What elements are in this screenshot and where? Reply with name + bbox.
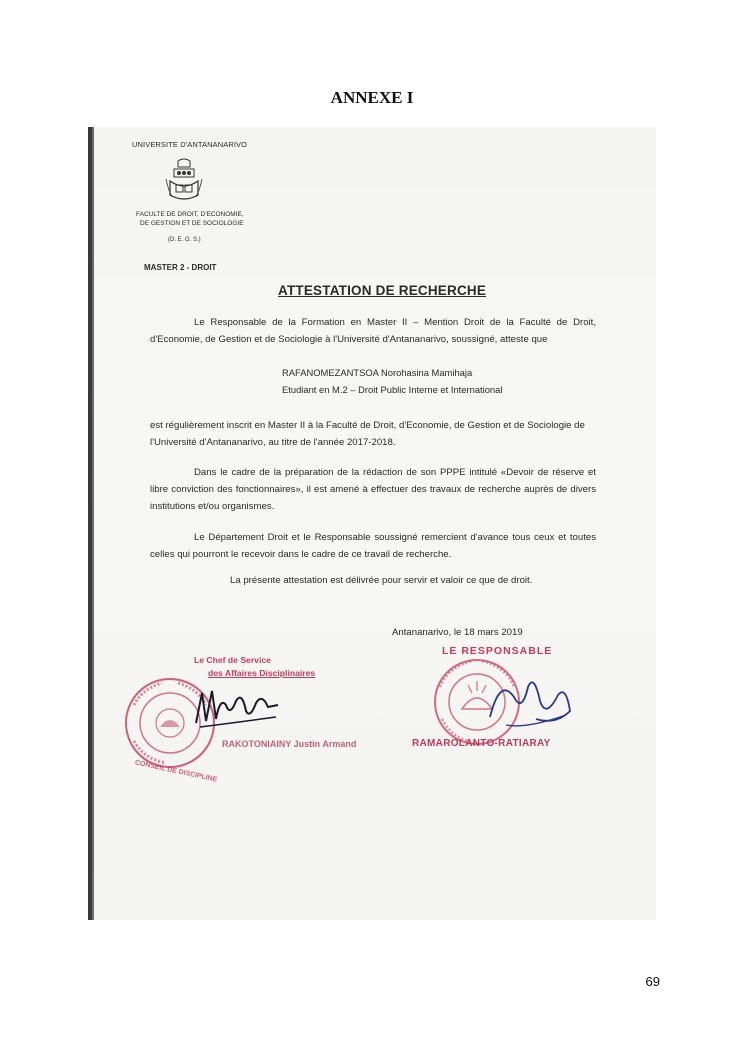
paragraph-thanks-text: Le Département Droit et le Responsable soussigné remercient d'avance tous ceux et toutes celles qui pourront le recevoir dans le cadre de ce travail de recherche. xyxy=(150,532,596,560)
faculty-line-2: DE GESTION ET DE SOCIOLOGIE xyxy=(140,220,244,227)
left-signatory-title-1: Le Chef de Service xyxy=(194,655,271,665)
program-label: MASTER 2 - DROIT xyxy=(144,263,217,272)
paragraph-intro-text: Le Responsable de la Formation en Master II – Mention Droit de la Faculté de Droit, d'Economie, de Gestion et de Sociologie à l'Université d'Antananarivo, soussigné, atteste que xyxy=(150,317,596,345)
page-number: 69 xyxy=(645,974,660,989)
faculty-acronym: (D. E. G. S.) xyxy=(168,237,201,243)
right-signature xyxy=(476,667,576,737)
paragraph-intro xyxy=(150,314,596,348)
right-signatory-title: LE RESPONSABLE xyxy=(442,645,553,657)
student-status: Etudiant en M.2 – Droit Public Interne et International xyxy=(282,384,503,395)
place-date: Antananarivo, le 18 mars 2019 xyxy=(392,627,523,638)
left-stamp-text: CONSEIL DE DISCIPLINE xyxy=(134,759,218,784)
attestation-title: ATTESTATION DE RECHERCHE xyxy=(278,283,487,298)
paragraph-research-text: Dans le cadre de la préparation de la rédaction de son PPPE intitulé «Devoir de réserve et libre conviction des fonctionnaires», il est amené à effectuer des travaux de recherche auprès de divers institutions et/ou organismes. xyxy=(150,467,596,512)
left-signature xyxy=(192,683,282,733)
university-crest-icon xyxy=(164,157,204,205)
student-name: RAFANOMEZANTSOA Norohasina Mamihaja xyxy=(282,367,473,378)
scanned-attestation xyxy=(88,127,656,920)
university-name: UNIVERSITE D'ANTANANARIVO xyxy=(132,140,248,149)
faculty-line-1: FACULTE DE DROIT, D'ECONOMIE, xyxy=(136,211,244,218)
paragraph-closing: La présente attestation est délivrée pour servir et valoir ce que de droit. xyxy=(230,575,533,586)
paragraph-thanks xyxy=(150,529,596,563)
right-signatory-name: RAMAROLANTO-RATIARAY xyxy=(412,738,551,749)
page-heading: ANNEXE I xyxy=(330,88,414,107)
paragraph-enrollment: est régulièrement inscrit en Master II à la Faculté de Droit, d'Economie, de Gestion et de Sociologie de l'Université d'Antananarivo, au titre de l'année 2017-2018. xyxy=(150,420,585,448)
left-signatory-title-2: des Affaires Disciplinaires xyxy=(208,668,316,678)
scan-edge-shadow xyxy=(92,127,94,920)
paragraph-research xyxy=(150,464,596,515)
left-signatory-name: RAKOTONIAINY Justin Armand xyxy=(222,739,357,749)
